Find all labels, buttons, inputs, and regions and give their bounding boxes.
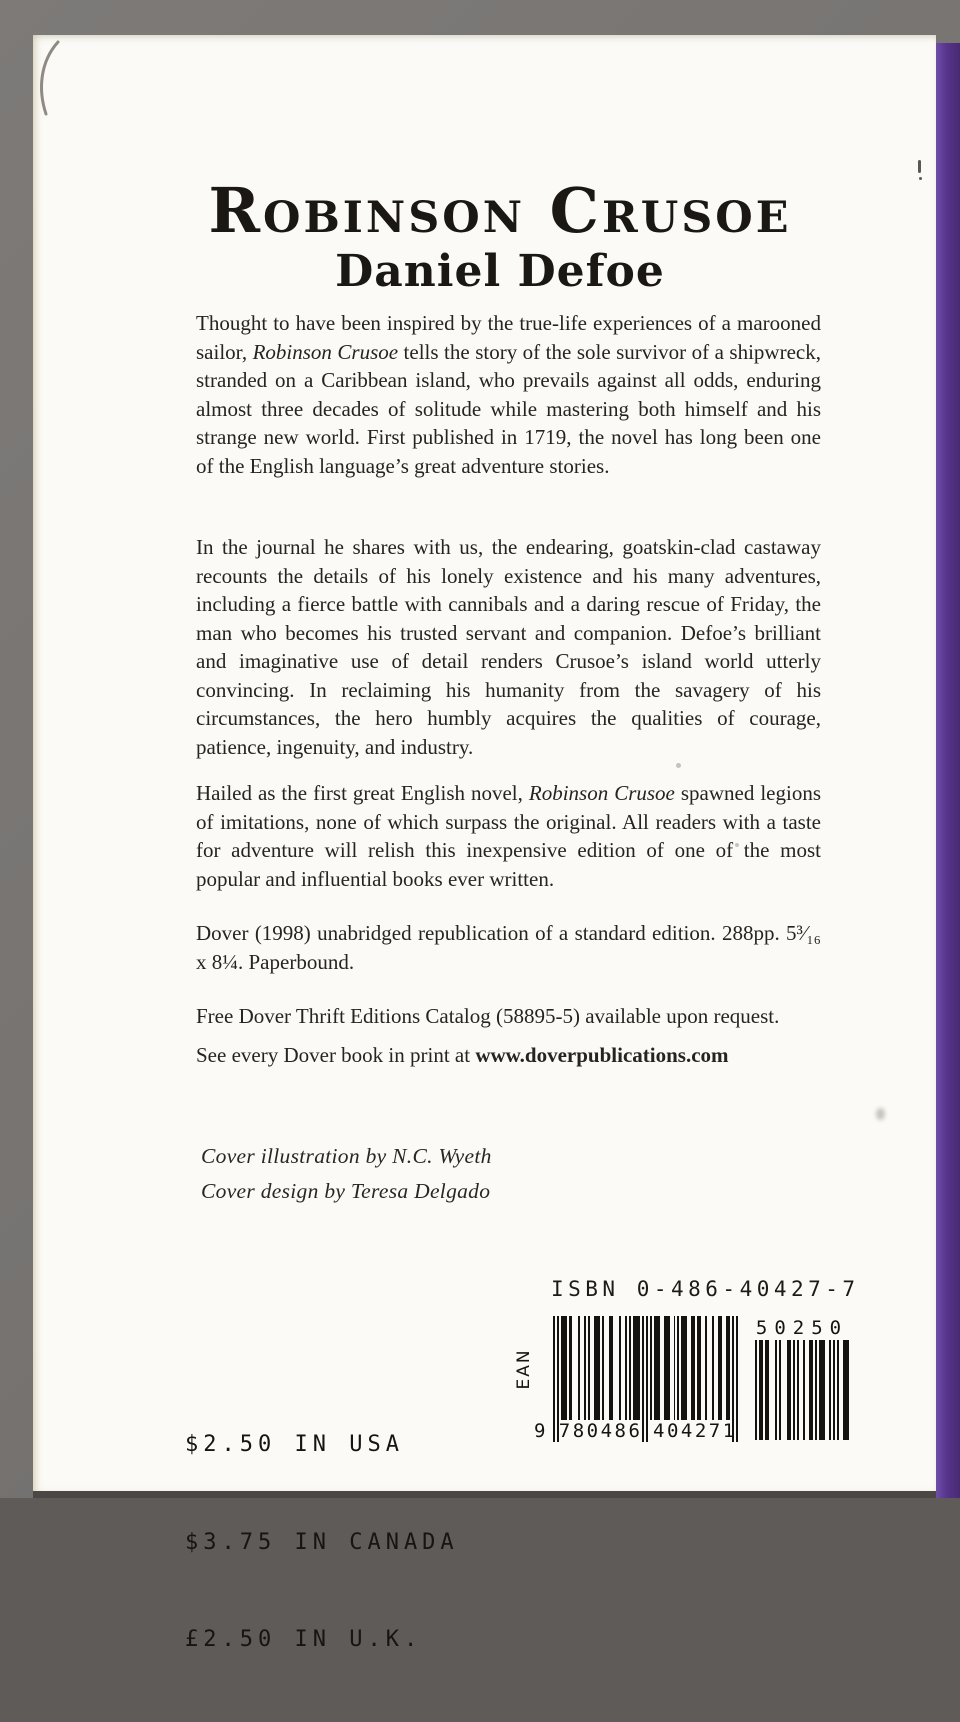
ean-label: EAN [514, 1348, 534, 1390]
scan-mark [919, 177, 922, 180]
ean13-digits [534, 1420, 742, 1442]
catalog-note: Free Dover Thrift Editions Catalog (58895-5) available upon request. [196, 1004, 780, 1028]
scan-mark [918, 160, 921, 173]
synopsis-paragraph-3: Hailed as the first great English novel, Robinson Crusoe spawned legions of imitations, none of which surpass the original. All readers with a taste for adventure will relish this inexpensive edition of one of the most popular and influential books ever written. [196, 781, 821, 891]
website-note: See every Dover book in print at www.doverpublications.com [196, 1043, 729, 1067]
publication-note: Dover (1998) unabridged republication of a standard edition. 288pp. 5³⁄₁₆ x 8¼. Paperbound. [196, 921, 821, 974]
synopsis-paragraph-1: Thought to have been inspired by the true-life experiences of a marooned sailor, Robinson Crusoe tells the story of the sole survivor of a shipwreck, stranded on a Caribbean island, who prevails against all odds, enduring almost three decades of solitude while mastering both himself and his strange new world. First published in 1719, the novel has long been one of the English language’s great adventure stories. [196, 311, 821, 478]
scan-bottom-edge [33, 1491, 936, 1498]
ean13-digit-group-2: 404271 [653, 1420, 737, 1442]
ean13-lead-digit: 9 [534, 1420, 546, 1442]
book-author: Daniel Defoe [335, 245, 665, 297]
scan-speck [676, 763, 681, 768]
cover-illustration-credit: Cover illustration by N.C. Wyeth [201, 1144, 492, 1168]
cover-design-credit: Cover design by Teresa Delgado [201, 1179, 491, 1203]
isbn-number: ISBN 0-486-40427-7 [551, 1277, 860, 1301]
cover-credits [201, 1139, 701, 1209]
ean13-digit-group-1: 780486 [558, 1420, 643, 1442]
price-uk: £2.50 IN U.K. [185, 1627, 423, 1652]
synopsis-paragraph-2: In the journal he shares with us, the endearing, goatskin-clad castaway recounts the details of his lonely existence and his many adventures, including a fierce battle with cannibals and a daring rescue of Friday, the man who becomes his trusted servant and companion. Defoe’s brilliant and imaginative use of detail renders Crusoe’s island world utterly convincing. In reclaiming his humanity from the savagery of his circumstances, the hero humbly acquires the qualities of courage, patience, ingenuity, and industry. [196, 535, 821, 759]
page-curl-mark [30, 38, 70, 118]
supplement-digits: 50250 [755, 1317, 849, 1339]
price-usa: $2.50 IN USA [185, 1432, 404, 1457]
scan-speck [876, 1108, 885, 1120]
price-canada: $3.75 IN CANADA [185, 1529, 459, 1555]
book-title: Robinson Crusoe [208, 173, 792, 247]
scan-speck [735, 843, 739, 847]
purple-spine-strip [936, 43, 960, 1498]
price-list [185, 1364, 459, 1722]
supplement-barcode [755, 1340, 849, 1440]
